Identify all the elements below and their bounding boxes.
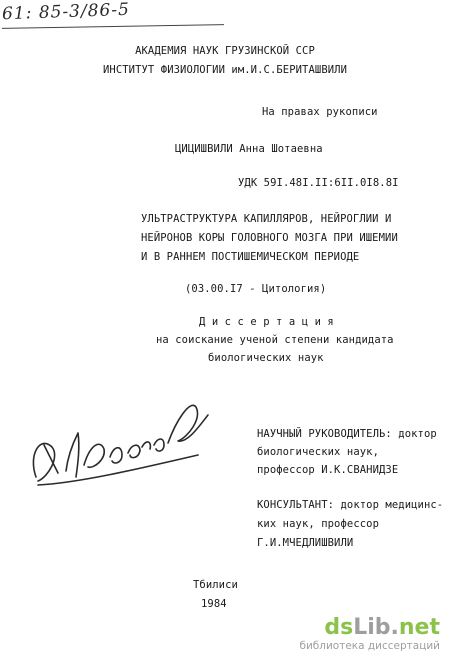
dslib-watermark: [299, 616, 440, 653]
supervisor-line-2: биологических наук,: [257, 446, 380, 458]
consultant-line-1: КОНСУЛЬТАНТ: доктор медицинс-: [257, 499, 444, 511]
handwritten-signature: [18, 385, 218, 495]
logo-ds: ds: [324, 615, 354, 640]
year: 1984: [201, 598, 227, 610]
dissertation-word: Д и с с е р т а ц и я: [199, 316, 334, 328]
title-line-3: И В РАННЕМ ПОСТИШЕМИЧЕСКОМ ПЕРИОДЕ: [141, 251, 360, 263]
title-line-2: НЕЙРОНОВ КОРЫ ГОЛОВНОГО МОЗГА ПРИ ИШЕМИИ: [141, 232, 398, 244]
watermark-caption: библиотека диссертаций: [299, 640, 440, 652]
logo-net: net: [398, 615, 440, 640]
city-name: Тбилиси: [193, 579, 238, 591]
catalog-number-underline: [2, 24, 224, 29]
degree-line-2: биологических наук: [208, 352, 324, 364]
supervisor-line-3: профессор И.К.СВАНИДЗЕ: [257, 464, 399, 476]
specialty-code: (03.00.I7 - Цитология): [185, 283, 327, 295]
author-name: ЦИЦИШВИЛИ Анна Шотаевна: [175, 143, 323, 155]
logo-dot: .: [390, 615, 399, 640]
degree-line-1: на соискание ученой степени кандидата: [156, 334, 394, 346]
udc-code: УДК 59I.48I.II:6II.0I8.8I: [238, 177, 399, 189]
manuscript-rights-note: На правах рукописи: [262, 106, 378, 118]
consultant-line-3: Г.И.МЧЕДЛИШВИЛИ: [257, 537, 354, 549]
institute-heading: ИНСТИТУТ ФИЗИОЛОГИИ им.И.С.БЕРИТАШВИЛИ: [102, 64, 348, 76]
logo-lib: Lib: [353, 615, 391, 640]
academy-heading: АКАДЕМИЯ НАУК ГРУЗИНСКОЙ ССР: [135, 45, 315, 57]
title-line-1: УЛЬТРАСТРУКТУРА КАПИЛЛЯРОВ, НЕЙРОГЛИИ И: [141, 213, 392, 225]
consultant-line-2: ких наук, профессор: [257, 518, 380, 530]
dslib-logo: [299, 616, 440, 640]
supervisor-line-1: НАУЧНЫЙ РУКОВОДИТЕЛЬ: доктор: [257, 428, 437, 440]
handwritten-catalog-number: 61: 85-3/86-5: [1, 0, 131, 25]
